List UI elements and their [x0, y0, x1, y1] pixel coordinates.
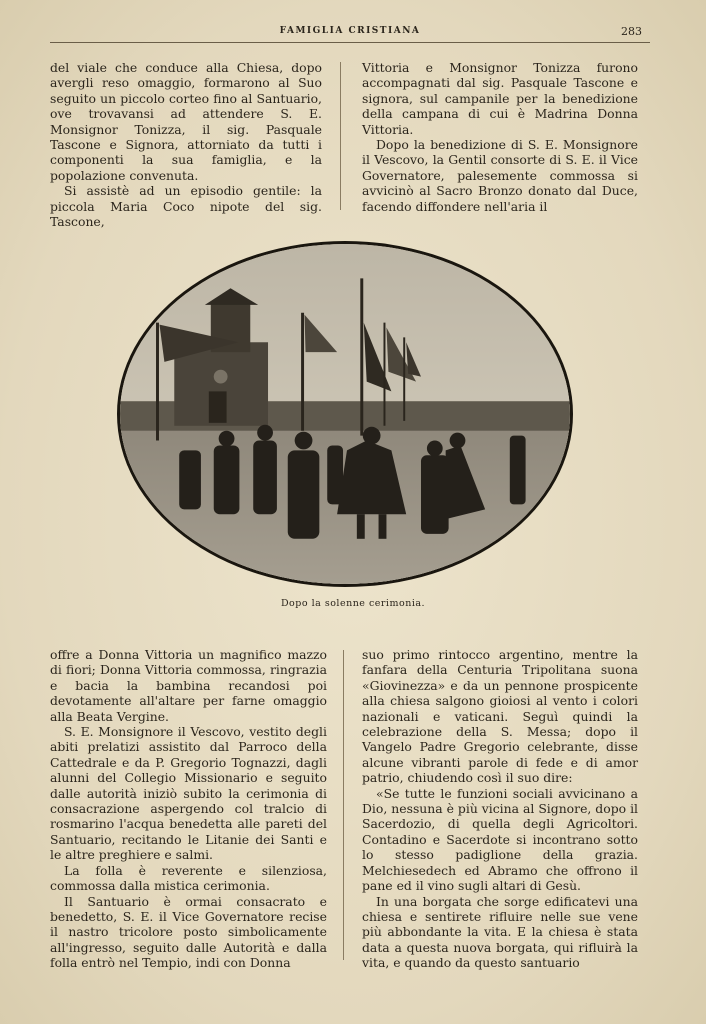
paragraph: Vittoria e Monsignor Tonizza furono accompagnati dal sig. Pasquale Tascone e signora, sul campanile per la benedizione della campana di cui è Madrina Donna Vittoria. — [362, 60, 638, 137]
ceremony-photo-illustration — [120, 244, 570, 584]
column-bottom-left — [50, 647, 327, 971]
page-number: 283 — [621, 25, 642, 38]
ceremony-photo — [117, 241, 573, 587]
paragraph: offre a Donna Vittoria un magnifico mazzo di fiori; Donna Vittoria commossa, ringrazia e bacia la bambina recandosi poi devotamente all'altare per farne omaggio alla Beata Vergine. — [50, 647, 327, 724]
paragraph: In una borgata che sorge edificatevi una chiesa e sentirete rifluire nelle sue vene più abbondante la vita. E la chiesa è stata data a questa nuova borgata, qui rifluirà la vita, e quando da questo santuario — [362, 893, 638, 971]
column-top-right — [362, 60, 638, 214]
photo-caption: Dopo la solenne cerimonia. — [280, 598, 426, 609]
paragraph: Dopo la benedizione di S. E. Monsignore il Vescovo, la Gentil consorte di S. E. il Vice Governatore, palesemente commossa si avvicinò al Sacro Bronzo donato dal Duce, facendo diffondere nell'aria il — [362, 137, 638, 214]
column-top-left — [50, 60, 322, 229]
header-rule — [50, 42, 650, 43]
column-bottom-right — [362, 647, 638, 971]
paragraph: Il Santuario è ormai consacrato e benedetto, S. E. il Vice Governatore recise il nastro tricolore posto simbolicamente all'ingresso, seguito dalle Autorità e dalla folla entrò nel Tempio, indi con Donna — [50, 893, 327, 971]
running-title: FAMIGLIA CRISTIANA — [279, 26, 421, 36]
paragraph: S. E. Monsignore il Vescovo, vestito degli abiti prelatizi assistito dal Parroco della Cattedrale e da P. Gregorio Tognazzi, dagli alunni del Collegio Missionario e seguito dalle autorità iniziò subito la cerimonia di consacrazione aspergendo col tralcio di rosmarino l'acqua benedetta alle pareti del Santuario, recitando le Litanie dei Santi e le altre preghiere e salmi. — [50, 724, 327, 863]
page-header — [50, 22, 650, 46]
column-divider — [340, 62, 341, 210]
paragraph: La folla è reverente e silenziosa, commossa dalla mistica cerimonia. — [50, 862, 327, 894]
paragraph: «Se tutte le funzioni sociali avvicinano a Dio, nessuna è più vicina al Signore, dopo il Sacerdozio, di quella degli Agricoltori. Contadino e Sacerdote si incontrano sotto lo stesso padiglione della grazia. Melchiesedech ed Abramo che offrono il pane ed il vino sugli altari di Gesù. — [362, 785, 638, 894]
paragraph: Si assistè ad un episodio gentile: la piccola Maria Coco nipote del sig. Tascone, — [50, 183, 322, 230]
paragraph: suo primo rintocco argentino, mentre la fanfara della Centuria Tripolitana suona «Giovinezza» e da un pennone prospicente alla chiesa salgono gioiosi al vento i colori nazionali e vaticani. Seguì quindi la celebrazione della S. Messa; dopo il Vangelo Padre Gregorio celebrante, disse alcune vibranti parole di fede e di amor patrio, chiudendo così il suo dire: — [362, 647, 638, 786]
column-divider — [343, 650, 344, 960]
paragraph: del viale che conduce alla Chiesa, dopo avergli reso omaggio, formarono al Suo seguito un piccolo corteo fino al Santuario, ove trovavansi ad attendere S. E. Monsignor Tonizza, il sig. Pasquale Tascone e Signora, attorniato da tutti i componenti la sua famiglia, e la popolazione convenuta. — [50, 60, 322, 183]
